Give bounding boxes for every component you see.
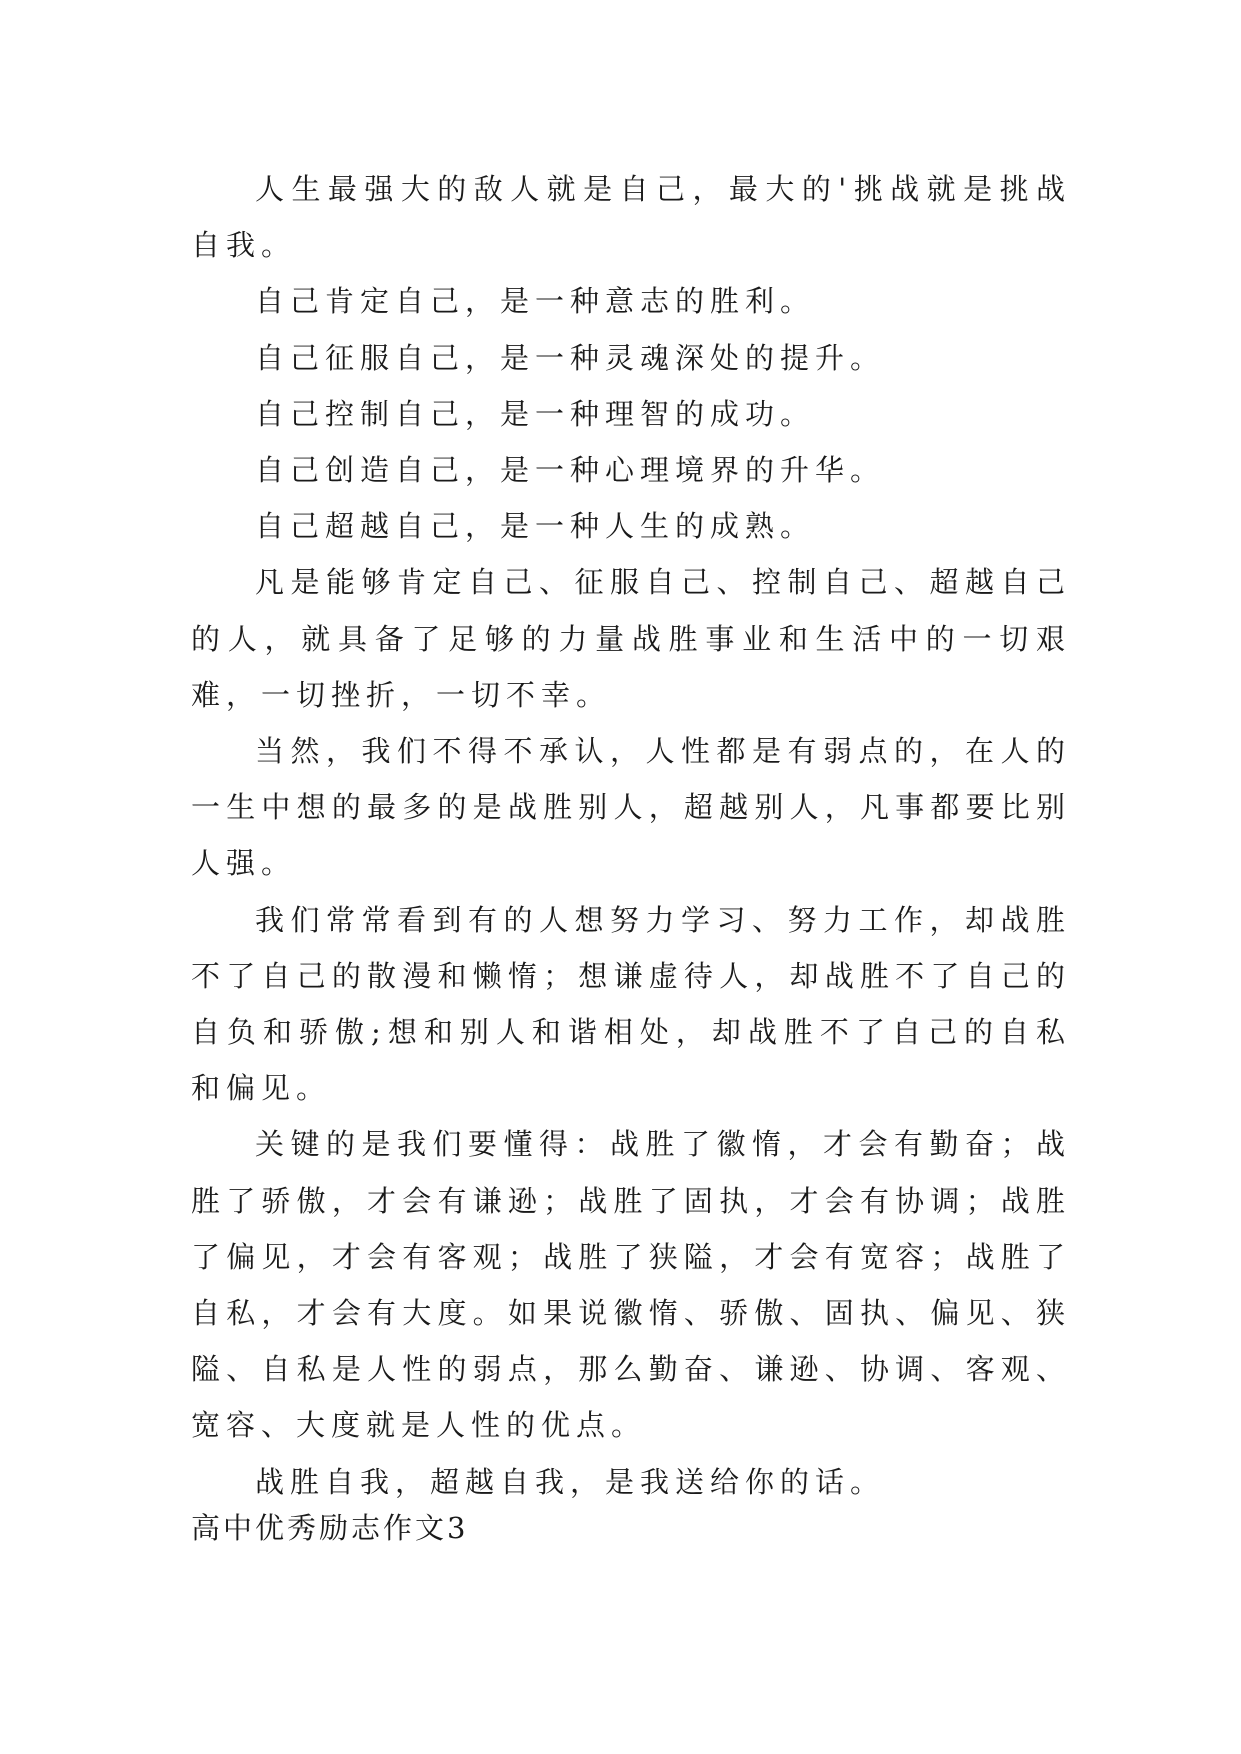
paragraph: 自己创造自己，是一种心理境界的升华。: [255, 453, 886, 488]
paragraph: 当然，我们不得不承认，人性都是有弱点的，在人的一生中想的最多的是战胜别人，超越别人，凡事都要比别人强。: [191, 734, 1071, 881]
paragraph: 我们常常看到有的人想努力学习、努力工作，却战胜不了自己的散漫和懒惰；想谦虚待人，却战胜不了自己的自负和骄傲;想和别人和谐相处，却战胜不了自己的自私和偏见。: [191, 902, 1071, 1106]
paragraph: 战胜自我，超越自我，是我送给你的话。: [255, 1464, 886, 1499]
paragraph: 自己控制自己，是一种理智的成功。: [255, 396, 816, 431]
paragraph: 自己肯定自己，是一种意志的胜利。: [255, 284, 816, 319]
paragraph: 凡是能够肯定自己、征服自己、控制自己、超越自己的人，就具备了足够的力量战胜事业和生活中的一切艰难，一切挫折，一切不幸。: [191, 565, 1071, 712]
paragraph: 人生最强大的敌人就是自己，最大的'挑战就是挑战自我。: [191, 172, 1071, 263]
essay-body: [191, 161, 1071, 1510]
paragraph: 关键的是我们要懂得：战胜了徽惰，才会有勤奋；战胜了骄傲，才会有谦逊；战胜了固执，才会有协调；战胜了偏见，才会有客观；战胜了狭隘，才会有宽容；战胜了自私，才会有大度。如果说徽惰、骄傲、固执、偏见、狭隘、自私是人性的弱点，那么勤奋、谦逊、协调、客观、宽容、大度就是人性的优点。: [191, 1127, 1071, 1443]
paragraph: 自己超越自己，是一种人生的成熟。: [255, 509, 816, 544]
paragraph: 自己征服自己，是一种灵魂深处的提升。: [255, 340, 886, 375]
section-heading: 高中优秀励志作文3: [191, 1511, 469, 1545]
